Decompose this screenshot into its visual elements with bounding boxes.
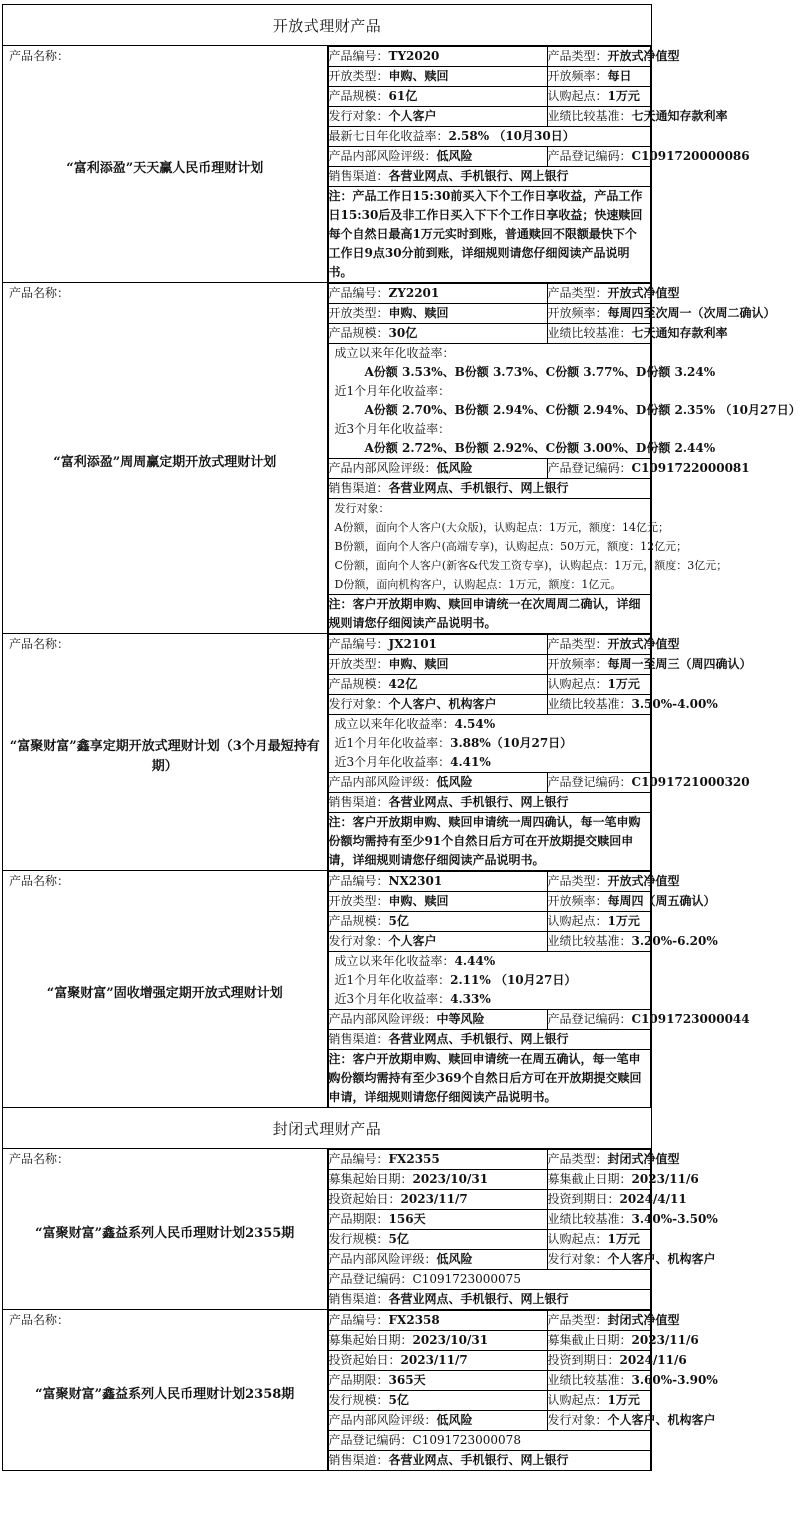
field-key: 产品内部风险评级： (328, 461, 437, 475)
benchmark: 3.20%-6.20% (631, 934, 718, 948)
field-key: 开放频率： (547, 306, 608, 320)
field-key: 产品编号： (328, 637, 389, 651)
target-clients: 个人客户、机构客户 (388, 697, 497, 711)
benchmark: 3.40%-3.50% (631, 1212, 718, 1226)
product-term: 365天 (388, 1373, 426, 1387)
product-name-label: 产品名称： (9, 1152, 70, 1166)
product-row (3, 1310, 652, 1471)
field-key: 发行规模： (328, 1393, 389, 1407)
field-key: 产品内部风险评级： (328, 1413, 437, 1427)
product-type: 开放式净值型 (607, 49, 680, 63)
benchmark: 3.50%-4.00% (631, 697, 718, 711)
min-subscription: 1万元 (607, 677, 640, 691)
target-share-c: C份额，面向个人客户(新客&代发工资专享)，认购起点：1万元，额度：3亿元； (334, 559, 728, 572)
sales-channel: 各营业网点、手机银行、网上银行 (388, 481, 569, 495)
product-details (327, 871, 750, 1108)
product-name: “富聚财富”鑫享定期开放式理财计划（3个月最短持有期） (9, 739, 320, 774)
field-key: 业绩比较基准： (547, 1212, 632, 1226)
sales-channel: 各营业网点、手机银行、网上银行 (388, 1292, 569, 1306)
field-key: 产品内部风险评级： (328, 1252, 437, 1266)
benchmark: 七天通知存款利率 (631, 109, 728, 123)
product-note: 注：客户开放期申购、赎回申请统一周四确认，每一笔申购份额均需持有至少91个自然日后方可在开放期提交赎回申请，详细规则请您仔细阅读产品说明书。 (328, 813, 651, 871)
field-key: 发行对象： (334, 502, 390, 515)
raise-end-date: 2023/11/6 (631, 1333, 699, 1347)
target-clients: 个人客户、机构客户 (607, 1413, 716, 1427)
field-key: 募集截止日期： (547, 1333, 632, 1347)
field-key: 开放频率： (547, 657, 608, 671)
field-key: 产品编号： (328, 286, 389, 300)
target-group (328, 499, 728, 595)
field-key: 产品登记编码： (328, 1272, 413, 1286)
risk-level: 低风险 (436, 1252, 473, 1266)
product-note: 注：产品工作日15:30前买入下个工作日享收益，产品工作日15:30后及非工作日买入下下个工作日享收益；快速赎回每个自然日最高1万元实时到账，普通赎回不限额最快下个工作日9点30分前到账，详细规则请您仔细阅读产品说明书。 (328, 187, 651, 283)
field-key: 开放类型： (328, 894, 389, 908)
field-key: 认购起点： (547, 1232, 608, 1246)
open-frequency: 每周四（周五确认） (607, 894, 716, 908)
min-subscription: 1万元 (607, 1232, 640, 1246)
product-code: NX2301 (388, 874, 443, 888)
product-details (327, 1310, 718, 1471)
field-key: 产品登记编码： (547, 1012, 632, 1026)
field-key: 产品编号： (328, 874, 389, 888)
open-frequency: 每周一至周三（周四确认） (607, 657, 752, 671)
field-key: 发行对象： (328, 109, 389, 123)
field-key: 产品内部风险评级： (328, 775, 437, 789)
field-key: 产品规模： (328, 677, 389, 691)
product-name-label: 产品名称： (9, 637, 70, 651)
yield-3month: 4.41% (450, 755, 491, 769)
product-type: 开放式净值型 (607, 637, 680, 651)
field-key: 募集截止日期： (547, 1172, 632, 1186)
product-note: 注：客户开放期申购、赎回申请统一在次周周二确认，详细规则请您仔细阅读产品说明书。 (328, 595, 651, 634)
product-type: 封闭式净值型 (607, 1313, 680, 1327)
product-name: “富利添盈”天天赢人民币理财计划 (66, 161, 264, 176)
field-key: 产品类型： (547, 1313, 608, 1327)
field-key: 销售渠道： (328, 795, 389, 809)
field-key: 产品期限： (328, 1212, 389, 1226)
product-type: 开放式净值型 (607, 286, 680, 300)
product-scale: 30亿 (388, 326, 418, 340)
field-key: 成立以来年化收益率： (334, 717, 455, 731)
field-key: 开放频率： (547, 894, 608, 908)
field-key: 认购起点： (547, 914, 608, 928)
field-key: 成立以来年化收益率： (334, 954, 455, 968)
open-section-title: 开放式理财产品 (3, 5, 652, 46)
field-key: 销售渠道： (328, 169, 389, 183)
yield-since-inception: 4.44% (454, 954, 496, 968)
product-code: FX2355 (388, 1152, 440, 1166)
product-name-cell (3, 1149, 328, 1310)
product-name-cell (3, 1310, 328, 1471)
field-key: 产品类型： (547, 637, 608, 651)
product-type: 开放式净值型 (607, 874, 680, 888)
product-code: FX2358 (388, 1313, 440, 1327)
issue-scale: 5亿 (388, 1232, 409, 1246)
yield-3month: A份额 2.72%、B份额 2.92%、C份额 3.00%、D份额 2.44% (364, 441, 716, 455)
min-subscription: 1万元 (607, 914, 640, 928)
open-frequency: 每日 (607, 69, 632, 83)
min-subscription: 1万元 (607, 89, 640, 103)
target-clients: 个人客户、机构客户 (607, 1252, 716, 1266)
benchmark: 3.60%-3.90% (631, 1373, 718, 1387)
sales-channel: 各营业网点、手机银行、网上银行 (388, 1453, 569, 1467)
closed-section-title: 封闭式理财产品 (3, 1108, 652, 1149)
field-key: 产品规模： (328, 326, 389, 340)
field-key: 近1个月年化收益率： (334, 973, 451, 987)
raise-start-date: 2023/10/31 (412, 1172, 489, 1186)
invest-start-date: 2023/11/7 (400, 1353, 468, 1367)
field-key: 产品类型： (547, 49, 608, 63)
field-key: 业绩比较基准： (547, 1373, 632, 1387)
sales-channel: 各营业网点、手机银行、网上银行 (388, 169, 569, 183)
open-type: 申购、赎回 (388, 657, 449, 671)
yield-3month: 4.33% (450, 992, 491, 1006)
yield-1month: 2.11% （10月27日） (450, 973, 577, 987)
field-key: 近1个月年化收益率： (334, 736, 451, 750)
field-key: 产品规模： (328, 914, 389, 928)
field-key: 产品类型： (547, 874, 608, 888)
open-type: 申购、赎回 (388, 894, 449, 908)
benchmark: 七天通知存款利率 (631, 326, 728, 340)
product-name-label: 产品名称： (9, 1313, 70, 1327)
field-key: 发行对象： (328, 934, 389, 948)
yield-1month: 3.88%（10月27日） (450, 736, 573, 750)
open-type: 申购、赎回 (388, 306, 449, 320)
product-details (327, 634, 752, 871)
open-frequency: 每周四至次周一（次周二确认） (607, 306, 776, 320)
field-key: 产品期限： (328, 1373, 389, 1387)
field-key: 近3个月年化收益率： (334, 422, 451, 436)
yield-since-inception: A份额 3.53%、B份额 3.73%、C份额 3.77%、D份额 3.24% (364, 365, 716, 379)
field-key: 投资到期日： (547, 1353, 620, 1367)
field-key: 产品编号： (328, 1152, 389, 1166)
field-key: 产品内部风险评级： (328, 149, 437, 163)
product-name: “富聚财富”鑫益系列人民币理财计划2358期 (35, 1387, 295, 1402)
field-key: 产品规模： (328, 89, 389, 103)
product-row (3, 634, 652, 871)
target-share-b: B份额，面向个人客户(高端专享)，认购起点：50万元，额度：12亿元； (334, 540, 688, 553)
invest-end-date: 2024/4/11 (619, 1192, 687, 1206)
product-name: “富聚财富”鑫益系列人民币理财计划2355期 (35, 1226, 295, 1241)
product-name-label: 产品名称： (9, 286, 70, 300)
field-key: 产品内部风险评级： (328, 1012, 437, 1026)
product-row (3, 1149, 652, 1310)
product-name-label: 产品名称： (9, 874, 70, 888)
target-share-a: A份额，面向个人客户(大众版)，认购起点：1万元，额度：14亿元； (334, 521, 670, 534)
field-key: 销售渠道： (328, 1453, 389, 1467)
risk-level: 低风险 (436, 1413, 473, 1427)
yield-group (328, 952, 651, 1010)
field-key: 业绩比较基准： (547, 326, 632, 340)
field-key: 业绩比较基准： (547, 934, 632, 948)
field-key: 产品登记编码： (328, 1433, 413, 1447)
invest-end-date: 2024/11/6 (619, 1353, 687, 1367)
field-key: 发行对象： (328, 697, 389, 711)
open-type: 申购、赎回 (388, 69, 449, 83)
field-key: 募集起始日期： (328, 1172, 413, 1186)
invest-start-date: 2023/11/7 (400, 1192, 468, 1206)
field-key: 产品编号： (328, 1313, 389, 1327)
field-key: 业绩比较基准： (547, 109, 632, 123)
field-key: 销售渠道： (328, 1032, 389, 1046)
field-key: 开放频率： (547, 69, 608, 83)
product-row (3, 871, 652, 1108)
product-name: “富聚财富”固收增强定期开放式理财计划 (46, 986, 283, 1001)
target-clients: 个人客户 (388, 109, 437, 123)
field-key: 投资起始日： (328, 1353, 401, 1367)
field-key: 认购起点： (547, 1393, 608, 1407)
risk-level: 低风险 (436, 149, 473, 163)
registration-code: C1091723000078 (412, 1433, 521, 1447)
field-key: 募集起始日期： (328, 1333, 413, 1347)
yield-since-inception: 4.54% (454, 717, 496, 731)
product-code: ZY2201 (388, 286, 440, 300)
product-code: JX2101 (388, 637, 437, 651)
target-share-d: D份额，面向机构客户，认购起点：1万元，额度：1亿元。 (334, 578, 622, 591)
field-key: 近3个月年化收益率： (334, 755, 451, 769)
issue-scale: 5亿 (388, 1393, 409, 1407)
product-name-cell (3, 46, 328, 283)
registration-code: C1091723000075 (412, 1272, 521, 1286)
product-table (2, 4, 801, 1471)
product-details (327, 283, 801, 634)
field-key: 发行对象： (547, 1252, 608, 1266)
field-key: 产品登记编码： (547, 149, 632, 163)
field-key: 最新七日年化收益率： (328, 129, 449, 143)
field-key: 产品类型： (547, 286, 608, 300)
field-key: 产品登记编码： (547, 775, 632, 789)
sales-channel: 各营业网点、手机银行、网上银行 (388, 795, 569, 809)
product-name-cell (3, 283, 328, 634)
yield-1month: A份额 2.70%、B份额 2.94%、C份额 2.94%、D份额 2.35% （10月27日） (364, 403, 801, 417)
product-name-label: 产品名称： (9, 49, 70, 63)
raise-end-date: 2023/11/6 (631, 1172, 699, 1186)
risk-level: 低风险 (436, 775, 473, 789)
field-key: 产品编号： (328, 49, 389, 63)
yield-group (328, 344, 801, 459)
field-key: 近3个月年化收益率： (334, 992, 451, 1006)
field-key: 开放类型： (328, 69, 389, 83)
field-key: 成立以来年化收益率： (334, 346, 455, 360)
registration-code: C1091723000044 (631, 1012, 750, 1026)
product-code: TY2020 (388, 49, 440, 63)
product-details (327, 1149, 718, 1310)
product-row (3, 46, 652, 283)
field-key: 产品类型： (547, 1152, 608, 1166)
risk-level: 中等风险 (436, 1012, 485, 1026)
sales-channel: 各营业网点、手机银行、网上银行 (388, 1032, 569, 1046)
product-term: 156天 (388, 1212, 426, 1226)
field-key: 业绩比较基准： (547, 697, 632, 711)
field-key: 开放类型： (328, 657, 389, 671)
product-type: 封闭式净值型 (607, 1152, 680, 1166)
field-key: 产品登记编码： (547, 461, 632, 475)
product-note: 注：客户开放期申购、赎回申请统一在周五确认，每一笔申购份额均需持有至少369个自然日后方可在开放期提交赎回申请，详细规则请您仔细阅读产品说明书。 (328, 1050, 651, 1108)
field-key: 销售渠道： (328, 1292, 389, 1306)
raise-start-date: 2023/10/31 (412, 1333, 489, 1347)
target-clients: 个人客户 (388, 934, 437, 948)
field-key: 近1个月年化收益率： (334, 384, 451, 398)
registration-code: C1091721000320 (631, 775, 750, 789)
product-details (327, 46, 750, 283)
field-key: 投资到期日： (547, 1192, 620, 1206)
field-key: 认购起点： (547, 89, 608, 103)
product-scale: 5亿 (388, 914, 409, 928)
min-subscription: 1万元 (607, 1393, 640, 1407)
field-key: 发行对象： (547, 1413, 608, 1427)
product-scale: 42亿 (388, 677, 418, 691)
field-key: 销售渠道： (328, 481, 389, 495)
registration-code: C1091720000086 (631, 149, 750, 163)
product-row (3, 283, 652, 634)
field-key: 认购起点： (547, 677, 608, 691)
field-key: 发行规模： (328, 1232, 389, 1246)
yield-7day: 2.58% （10月30日） (448, 129, 575, 143)
product-name-cell (3, 871, 328, 1108)
risk-level: 低风险 (436, 461, 473, 475)
product-name: “富利添盈”周周赢定期开放式理财计划 (53, 455, 277, 470)
field-key: 开放类型： (328, 306, 389, 320)
yield-group (328, 715, 651, 773)
product-name-cell (3, 634, 328, 871)
field-key: 投资起始日： (328, 1192, 401, 1206)
registration-code: C1091722000081 (631, 461, 750, 475)
product-scale: 61亿 (388, 89, 418, 103)
